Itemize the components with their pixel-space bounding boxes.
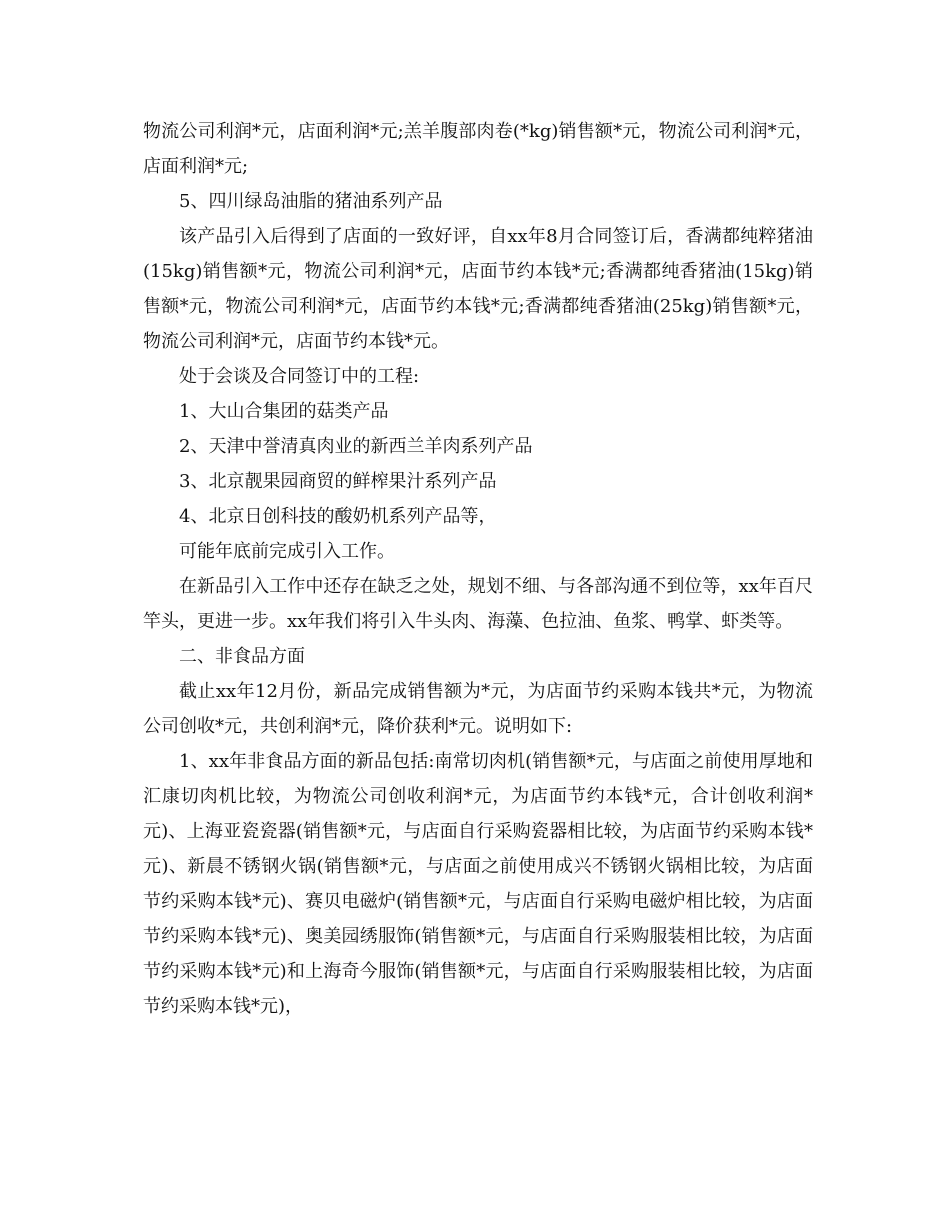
paragraph-12: 截止xx年12月份，新品完成销售额为*元，为店面节约采购本钱共*元，为物流公司创收*元，共创利润*元，降价获利*元。说明如下: [143, 681, 813, 737]
paragraph-4: 处于会谈及合同签订中的工程: [179, 366, 420, 387]
paragraph-3: 该产品引入后得到了店面的一致好评，自xx年8月合同签订后，香满都纯粹猪油(15kg)销售额*元，物流公司利润*元，店面节约本钱*元;香满都纯香猪油(15kg)销售额*元，物流公司利润*元，店面节约本钱*元;香满都纯香猪油(25kg)销售额*元，物流公司利润*元，店面节约本钱*元。 [143, 226, 813, 352]
paragraph-2: 5、四川绿岛油脂的猪油系列产品 [179, 191, 443, 212]
paragraph-8: 4、北京日创科技的酸奶机系列产品等， [179, 506, 497, 527]
paragraph-9: 可能年底前完成引入工作。 [179, 541, 395, 562]
paragraph-11: 二、非食品方面 [179, 646, 305, 667]
paragraph-5: 1、大山合集团的菇类产品 [179, 401, 389, 422]
document-body [143, 114, 813, 1024]
paragraph-1: 物流公司利润*元，店面利润*元;羔羊腹部肉卷(*kg)销售额*元，物流公司利润*元，店面利润*元; [143, 121, 813, 177]
paragraph-10: 在新品引入工作中还存在缺乏之处，规划不细、与各部沟通不到位等，xx年百尺竿头，更进一步。xx年我们将引入牛头肉、海藻、色拉油、鱼浆、鸭掌、虾类等。 [143, 576, 813, 632]
paragraph-7: 3、北京靓果园商贸的鲜榨果汁系列产品 [179, 471, 497, 492]
paragraph-6: 2、天津中誉清真肉业的新西兰羊肉系列产品 [179, 436, 533, 457]
paragraph-13: 1、xx年非食品方面的新品包括:南常切肉机(销售额*元，与店面之前使用厚地和汇康切肉机比较，为物流公司创收利润*元，为店面节约本钱*元，合计创收利润*元)、上海亚瓷瓷器(销售额*元，与店面自行采购瓷器相比较，为店面节约采购本钱*元)、新晨不锈钢火锅(销售额*元，与店面之前使用成兴不锈钢火锅相比较，为店面节约采购本钱*元)、赛贝电磁炉(销售额*元，与店面自行采购电磁炉相比较，为店面节约采购本钱*元)、奥美园绣服饰(销售额*元，与店面自行采购服装相比较，为店面节约采购本钱*元)和上海奇今服饰(销售额*元，与店面自行采购服装相比较，为店面节约采购本钱*元)， [143, 751, 813, 1017]
